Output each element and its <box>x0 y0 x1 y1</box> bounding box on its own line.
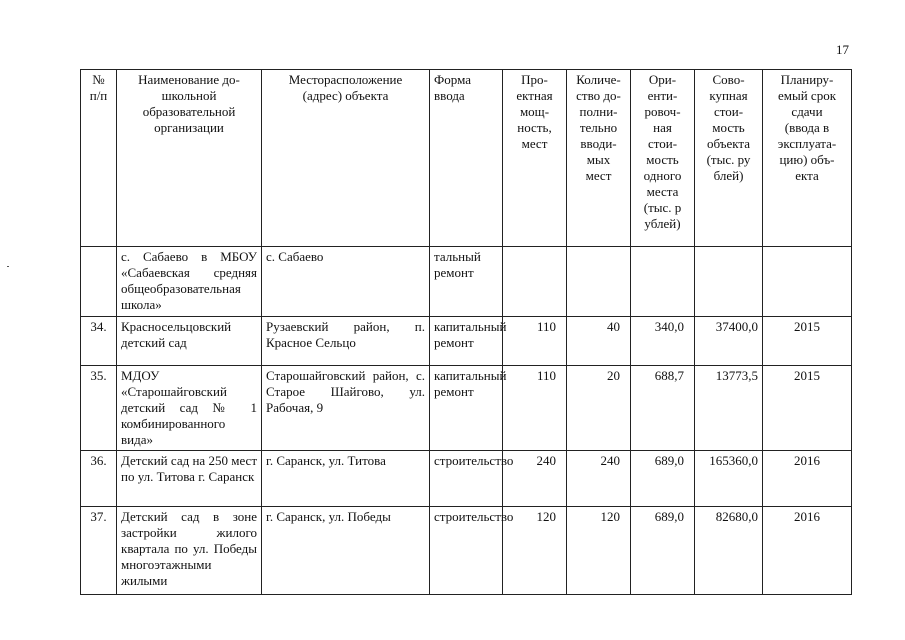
row-form: строительство <box>430 507 503 595</box>
margin-mark <box>7 266 9 267</box>
row-name: МДОУ «Старошайговский детский сад № 1 комбинированного вида» <box>117 366 262 451</box>
table-row <box>81 247 852 317</box>
header-deadline: Планиру- емый срок сдачи (ввода в эксплуата- цию) объ- екта <box>763 70 852 247</box>
row-number <box>81 247 117 317</box>
row-capacity <box>503 247 567 317</box>
row-total-cost: 82680,0 <box>695 507 763 595</box>
row-total-cost: 13773,5 <box>695 366 763 451</box>
row-form: тальный ремонт <box>430 247 503 317</box>
header-form: Форма ввода <box>430 70 503 247</box>
row-name: Детский сад на 250 мест по ул. Титова г. Саранск <box>117 451 262 507</box>
row-name: Красносельцовский детский сад <box>117 317 262 366</box>
row-number: 34. <box>81 317 117 366</box>
row-form: капитальный ремонт <box>430 366 503 451</box>
row-cost-per-place: 688,7 <box>631 366 695 451</box>
row-capacity: 110 <box>503 366 567 451</box>
header-location: Месторасположение (адрес) объекта <box>262 70 430 247</box>
row-location: Старошайговский район, с. Старое Шайгово, ул. Рабочая, 9 <box>262 366 430 451</box>
header-num: № п/п <box>81 70 117 247</box>
kindergarten-table <box>80 69 852 595</box>
row-capacity: 120 <box>503 507 567 595</box>
row-cost-per-place: 689,0 <box>631 507 695 595</box>
row-deadline: 2016 <box>763 507 852 595</box>
row-location: Рузаевский район, п. Красное Сельцо <box>262 317 430 366</box>
page-number: 17 <box>836 42 849 57</box>
header-name: Наименование до- школьной образовательной организации <box>117 70 262 247</box>
row-total-cost: 165360,0 <box>695 451 763 507</box>
row-cost-per-place: 340,0 <box>631 317 695 366</box>
header-total-cost: Сово- купная стои- мость объекта (тыс. ру блей) <box>695 70 763 247</box>
row-additional: 40 <box>567 317 631 366</box>
row-name: Детский сад в зоне застройки жилого квартала по ул. Победы многоэтажными жилыми <box>117 507 262 595</box>
row-total-cost: 37400,0 <box>695 317 763 366</box>
header-additional: Количе- ство до- полни- тельно вводи- мых мест <box>567 70 631 247</box>
row-location: г. Саранск, ул. Титова <box>262 451 430 507</box>
row-location: г. Саранск, ул. Победы <box>262 507 430 595</box>
row-additional: 120 <box>567 507 631 595</box>
row-name: с. Сабаево в МБОУ «Сабаевская средняя общеобразовательная школа» <box>117 247 262 317</box>
row-total-cost <box>695 247 763 317</box>
row-form: капитальный ремонт <box>430 317 503 366</box>
row-cost-per-place: 689,0 <box>631 451 695 507</box>
row-additional: 240 <box>567 451 631 507</box>
header-cost-per-place: Ори- енти- ровоч- ная стои- мость одного места (тыс. р ублей) <box>631 70 695 247</box>
row-location: с. Сабаево <box>262 247 430 317</box>
row-deadline: 2015 <box>763 366 852 451</box>
table-row <box>81 366 852 451</box>
row-number: 35. <box>81 366 117 451</box>
row-form: строительство <box>430 451 503 507</box>
table-row <box>81 507 852 595</box>
row-number: 37. <box>81 507 117 595</box>
row-number: 36. <box>81 451 117 507</box>
row-deadline <box>763 247 852 317</box>
row-deadline: 2016 <box>763 451 852 507</box>
header-row <box>81 70 852 247</box>
row-capacity: 240 <box>503 451 567 507</box>
row-capacity: 110 <box>503 317 567 366</box>
header-capacity: Про- ектная мощ- ность, мест <box>503 70 567 247</box>
row-cost-per-place <box>631 247 695 317</box>
row-additional: 20 <box>567 366 631 451</box>
table-row <box>81 317 852 366</box>
table-row <box>81 451 852 507</box>
row-additional <box>567 247 631 317</box>
row-deadline: 2015 <box>763 317 852 366</box>
